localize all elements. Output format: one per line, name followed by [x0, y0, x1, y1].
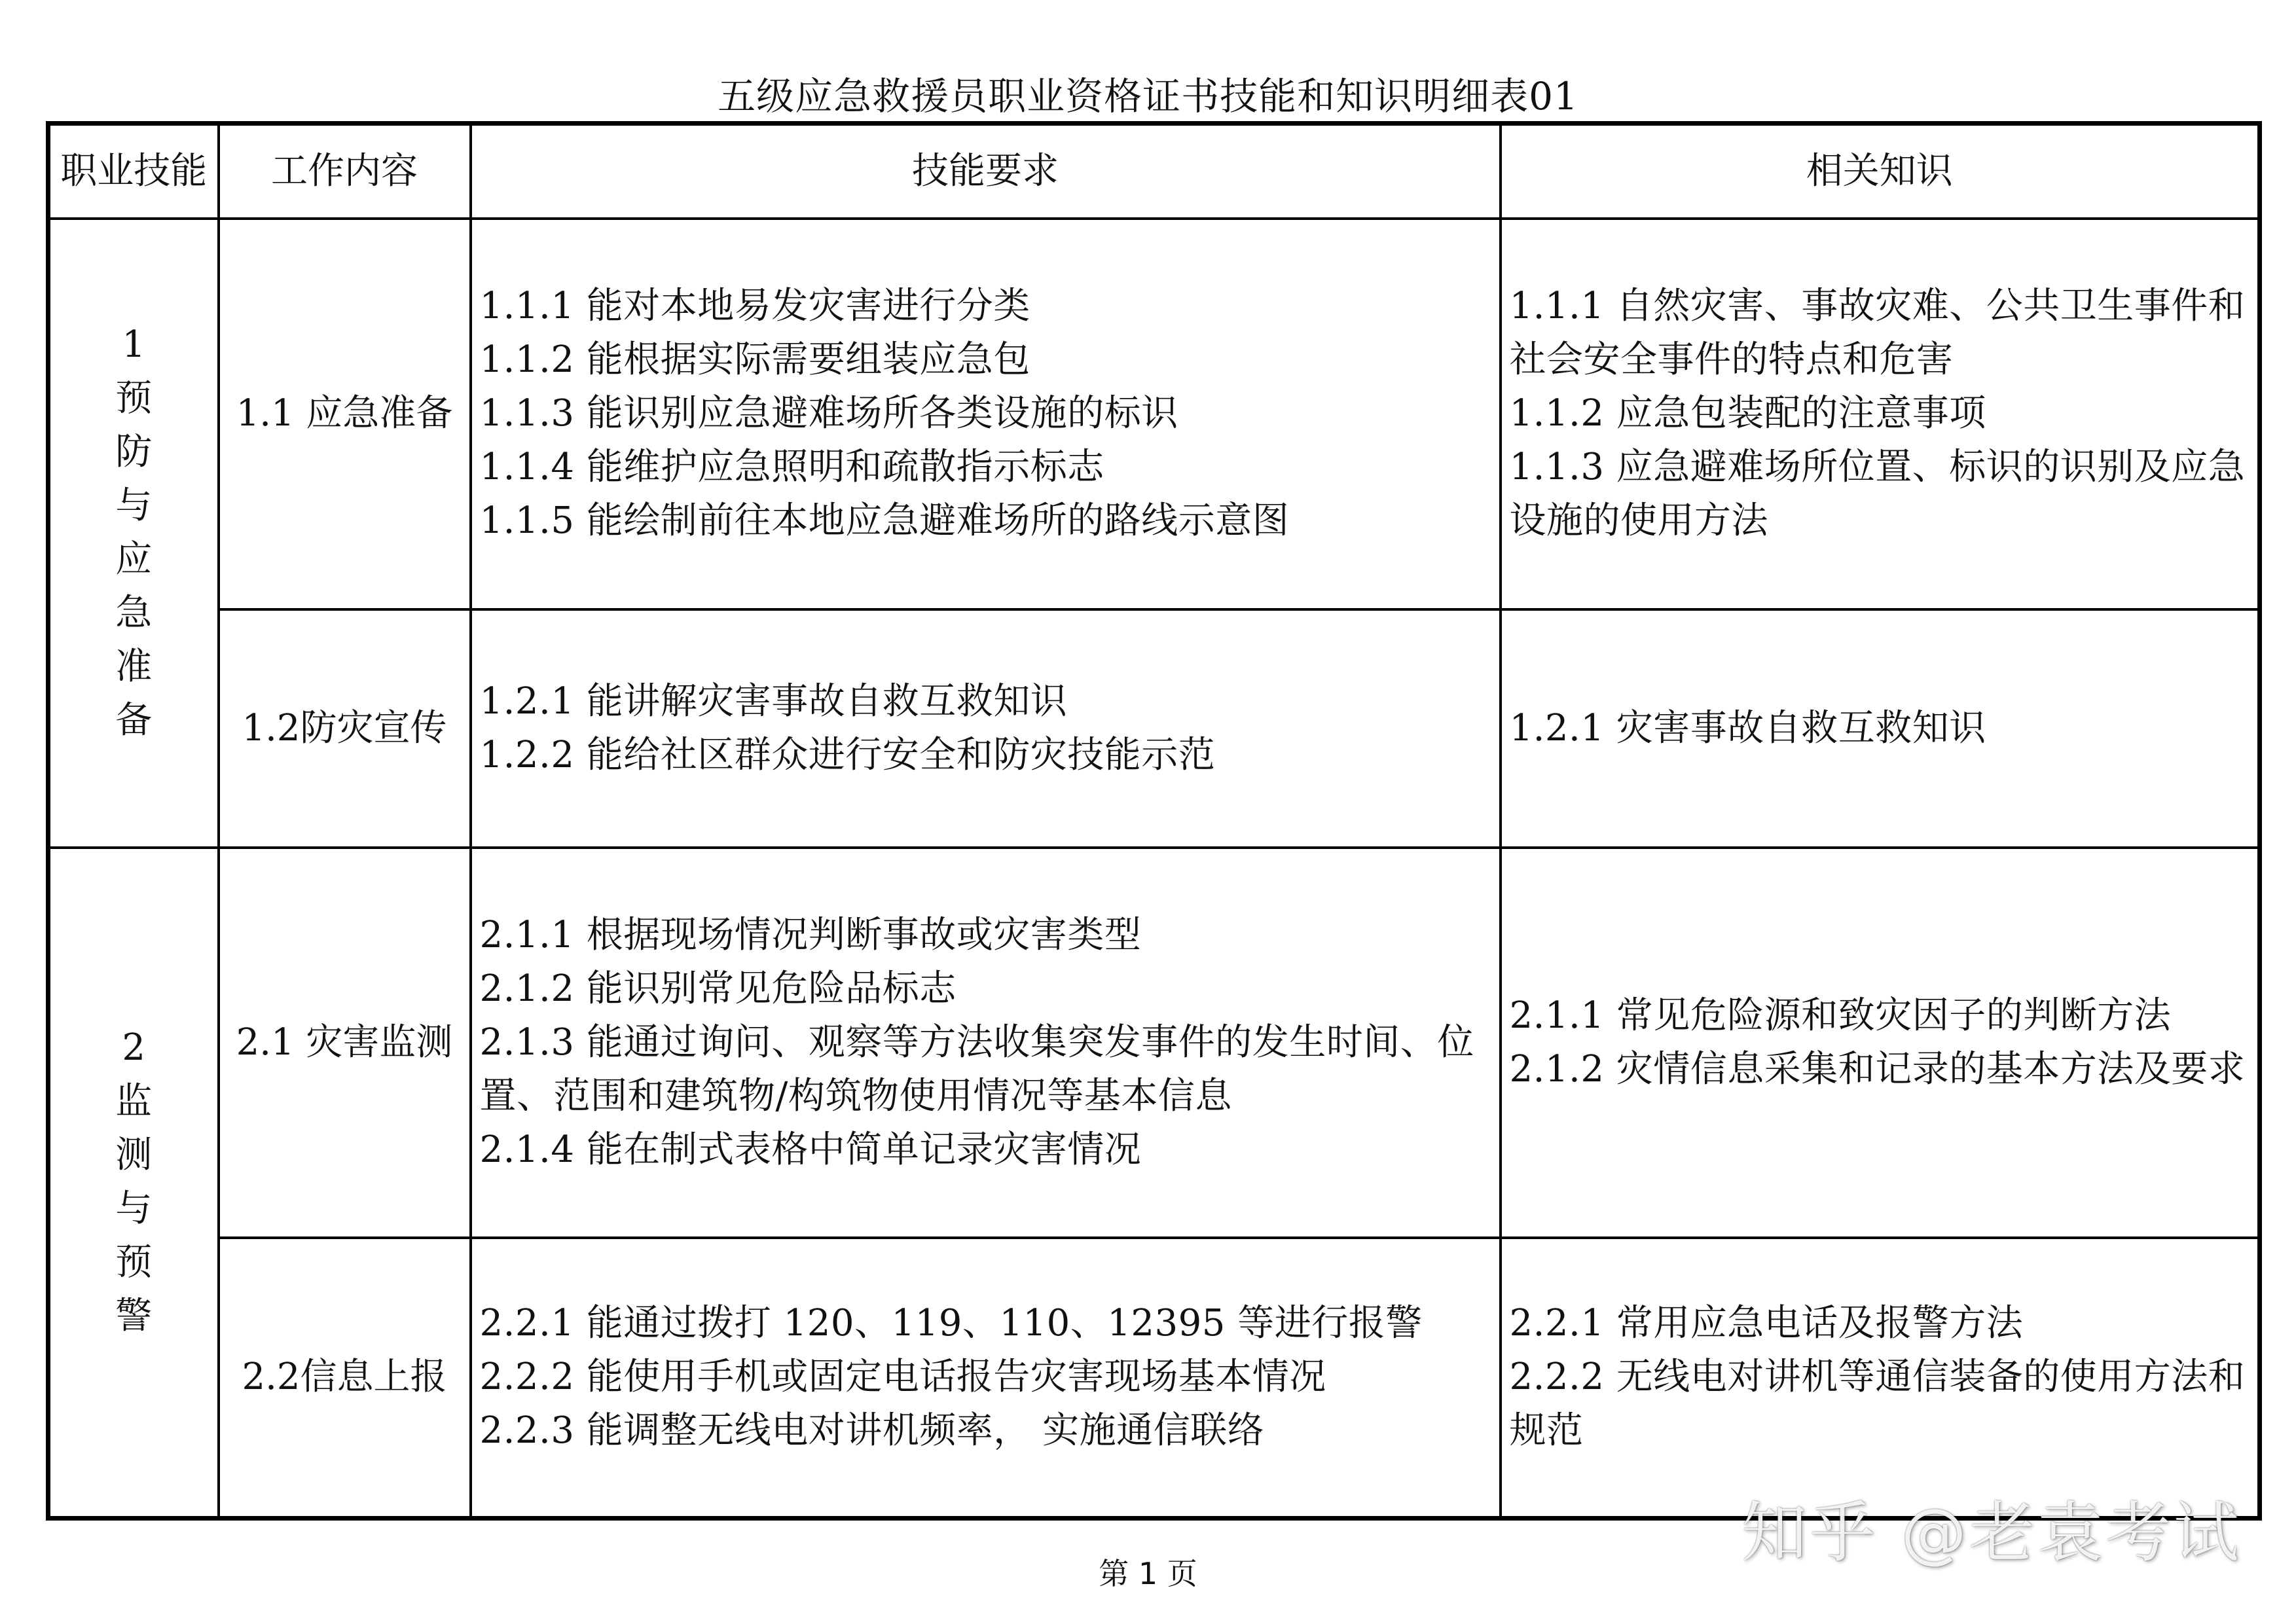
header-requirement: 技能要求: [471, 124, 1501, 219]
knowledge-line: 2.2.2 无线电对讲机等通信装备的使用方法和规范: [1509, 1356, 2246, 1453]
page-title: 五级应急救援员职业资格证书技能和知识明细表01: [718, 74, 1578, 118]
requirement-line: 1.1.1 能对本地易发灾害进行分类: [479, 285, 1030, 328]
requirement-line: 2.2.1 能通过拨打 120、119、110、12395 等进行报警: [479, 1302, 1423, 1345]
requirement-line: 2.1.4 能在制式表格中简单记录灾害情况: [479, 1128, 1142, 1171]
knowledge-line: 1.1.3 应急避难场所位置、标识的识别及应急设施的使用方法: [1509, 446, 2246, 543]
skill-label: 1预防与应急准备: [115, 323, 153, 742]
header-skill: 职业技能: [48, 124, 219, 219]
knowledge-line: 1.1.2 应急包装配的注意事项: [1509, 392, 1986, 435]
knowledge-line: 1.1.1 自然灾害、事故灾难、公共卫生事件和社会安全事件的特点和危害: [1509, 285, 2246, 382]
content-cell: 2.1 灾害监测: [219, 848, 471, 1238]
skill-cell-1: [48, 219, 219, 848]
page-number: 第 1 页: [1099, 1556, 1197, 1591]
skill-label: 2监测与预警: [115, 1026, 153, 1338]
table-row: [48, 1238, 2260, 1519]
knowledge-line: 2.1.1 常见危险源和致灾因子的判断方法: [1509, 994, 2172, 1037]
table-header-row: [48, 124, 2260, 219]
header-content: 工作内容: [219, 124, 471, 219]
requirement-line: 2.1.3 能通过询问、观察等方法收集突发事件的发生时间、位置、范围和建筑物/构筑物使用情况等基本信息: [479, 1020, 1474, 1117]
skills-knowledge-table: [46, 121, 2262, 1521]
table-row: [48, 219, 2260, 609]
skill-cell-2: [48, 848, 219, 1519]
content-cell: 1.1 应急准备: [219, 219, 471, 609]
knowledge-cell: [1501, 1238, 2260, 1519]
knowledge-cell: [1501, 609, 2260, 848]
requirement-cell: [471, 609, 1501, 848]
knowledge-line: 2.2.1 常用应急电话及报警方法: [1509, 1302, 2024, 1345]
requirement-line: 1.1.3 能识别应急避难场所各类设施的标识: [479, 392, 1178, 435]
requirement-cell: [471, 219, 1501, 609]
requirement-line: 2.2.2 能使用手机或固定电话报告灾害现场基本情况: [479, 1356, 1326, 1399]
table-row: [48, 848, 2260, 1238]
knowledge-line: 2.1.2 灾情信息采集和记录的基本方法及要求: [1509, 1047, 2246, 1091]
requirement-line: 1.1.2 能根据实际需要组装应急包: [479, 338, 1030, 382]
requirement-line: 1.2.2 能给社区群众进行安全和防灾技能示范: [479, 733, 1216, 776]
watermark: 知乎 @老袁考试: [1741, 1494, 2242, 1571]
knowledge-line: 1.2.1 灾害事故自救互救知识: [1509, 706, 1986, 749]
requirement-line: 2.1.2 能识别常见危险品标志: [479, 967, 957, 1010]
requirement-line: 1.1.5 能绘制前往本地应急避难场所的路线示意图: [479, 499, 1290, 543]
requirement-line: 2.2.3 能调整无线电对讲机频率， 实施通信联络: [479, 1409, 1265, 1453]
table-row: [48, 609, 2260, 848]
requirement-line: 2.1.1 根据现场情况判断事故或灾害类型: [479, 913, 1142, 956]
knowledge-cell: [1501, 219, 2260, 609]
content-cell: 1.2防灾宣传: [219, 609, 471, 848]
header-knowledge: 相关知识: [1501, 124, 2260, 219]
requirement-cell: [471, 1238, 1501, 1519]
requirement-cell: [471, 848, 1501, 1238]
knowledge-cell: [1501, 848, 2260, 1238]
content-cell: 2.2信息上报: [219, 1238, 471, 1519]
requirement-line: 1.2.1 能讲解灾害事故自救互救知识: [479, 679, 1068, 723]
requirement-line: 1.1.4 能维护应急照明和疏散指示标志: [479, 446, 1104, 489]
